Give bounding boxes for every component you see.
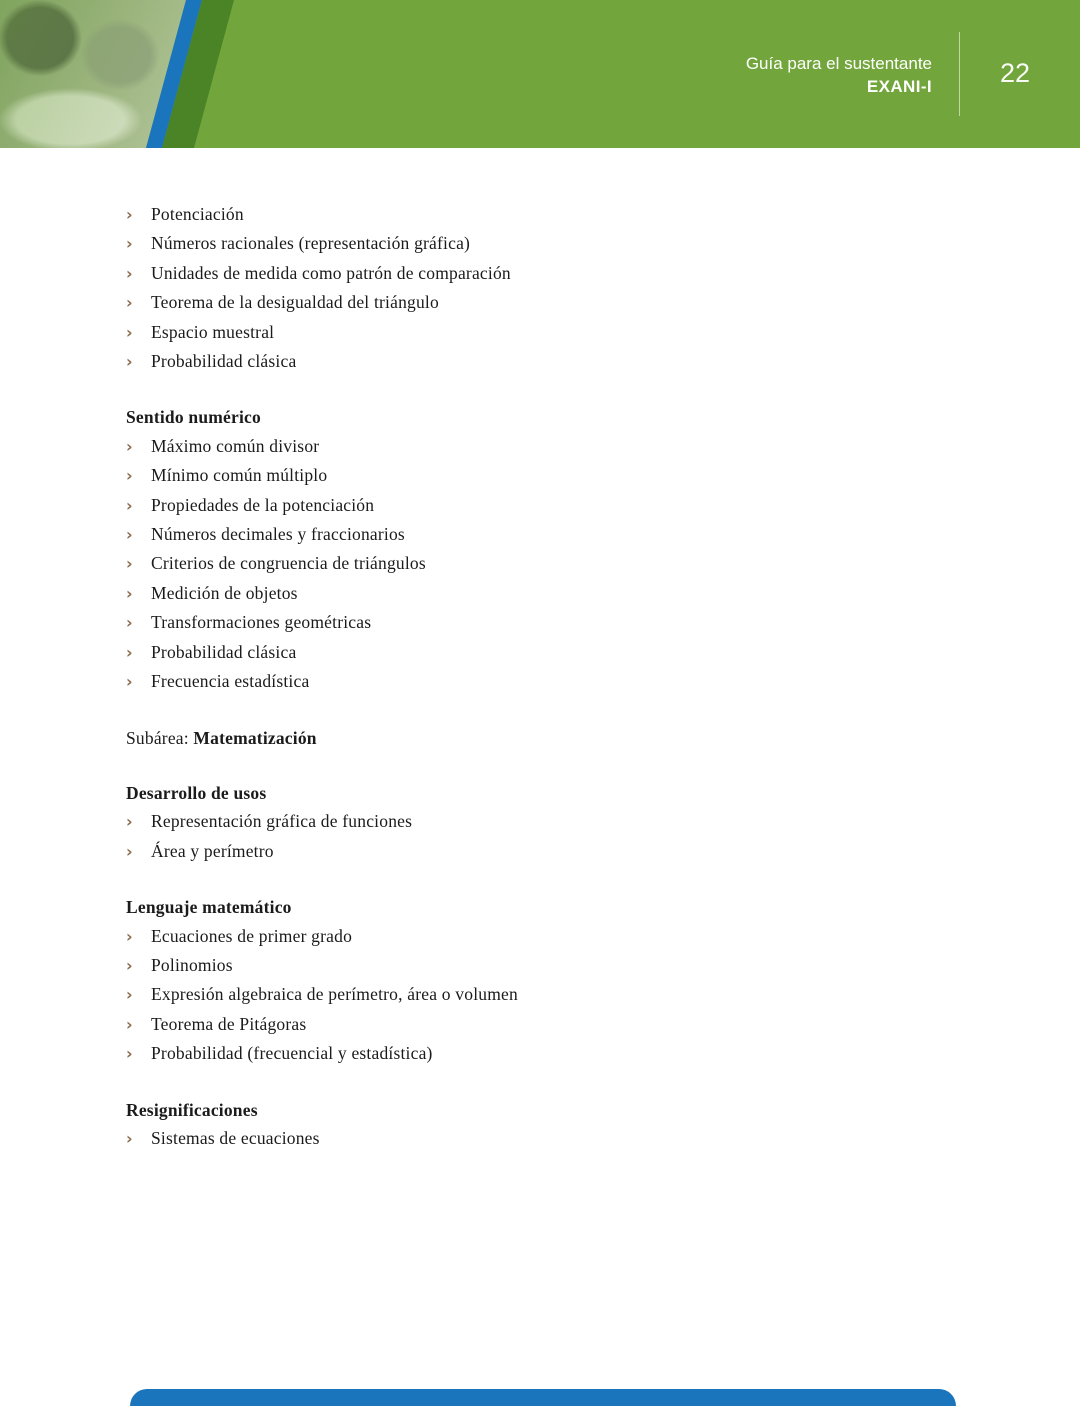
topic-group	[126, 1096, 1020, 1154]
bullet-icon: ›	[126, 926, 133, 946]
bullet-icon: ›	[126, 1044, 133, 1064]
list-item-text: Expresión algebraica de perímetro, área o volumen	[151, 984, 518, 1005]
topic-list	[126, 922, 1020, 1069]
subarea-value: Matematización	[193, 727, 317, 748]
topic-group	[126, 893, 1020, 1068]
list-item	[126, 229, 1020, 258]
bullet-icon: ›	[126, 466, 133, 486]
list-item-text: Probabilidad (frecuencial y estadística)	[151, 1043, 433, 1064]
bullet-icon: ›	[126, 205, 133, 224]
list-item-text: Teorema de Pitágoras	[151, 1013, 307, 1034]
list-item	[126, 318, 1020, 347]
section-heading: Desarrollo de usos	[126, 782, 267, 803]
list-item	[126, 980, 1020, 1009]
list-item	[126, 347, 1020, 376]
topic-list	[126, 432, 1020, 697]
list-item-text: Potenciación	[151, 204, 244, 224]
list-item	[126, 461, 1020, 490]
list-item	[126, 922, 1020, 951]
subarea-line	[126, 724, 1020, 752]
bullet-icon: ›	[126, 352, 133, 372]
bullet-icon: ›	[126, 1014, 133, 1034]
list-item	[126, 491, 1020, 520]
list-item	[126, 1010, 1020, 1039]
list-item-text: Polinomios	[151, 954, 233, 975]
topic-list	[126, 1124, 1020, 1153]
list-item-text: Teorema de la desigualdad del triángulo	[151, 292, 439, 313]
list-item-text: Medición de objetos	[151, 582, 298, 603]
list-item-text: Ecuaciones de primer grado	[151, 925, 353, 946]
footer-tab	[130, 1389, 956, 1406]
list-item-text: Criterios de congruencia de triángulos	[151, 553, 426, 574]
section-heading: Lenguaje matemático	[126, 897, 292, 918]
list-item-text: Representación gráfica de funciones	[151, 811, 413, 832]
header-titles	[746, 52, 932, 98]
bullet-icon: ›	[126, 263, 133, 283]
list-item-text: Mínimo común múltiplo	[151, 465, 328, 486]
list-item	[126, 667, 1020, 696]
list-item-text: Probabilidad clásica	[151, 351, 297, 372]
list-item-text: Frecuencia estadística	[151, 671, 310, 692]
topic-group	[126, 779, 1020, 866]
bullet-icon: ›	[126, 322, 133, 342]
list-item-text: Máximo común divisor	[151, 435, 320, 456]
list-item-text: Espacio muestral	[151, 321, 275, 342]
bullet-icon: ›	[126, 642, 133, 662]
bullet-icon: ›	[126, 812, 133, 832]
list-item	[126, 608, 1020, 637]
list-item	[126, 807, 1020, 836]
list-item-text: Propiedades de la potenciación	[151, 494, 375, 515]
bullet-icon: ›	[126, 841, 133, 861]
list-item	[126, 951, 1020, 980]
list-item-text: Sistemas de ecuaciones	[151, 1127, 320, 1148]
bullet-icon: ›	[126, 613, 133, 633]
list-item	[126, 432, 1020, 461]
list-item	[126, 1124, 1020, 1153]
list-item-text: Probabilidad clásica	[151, 641, 297, 662]
guide-subtitle: Guía para el sustentante	[745, 54, 932, 73]
list-item-text: Números decimales y fraccionarios	[151, 524, 405, 545]
list-item	[126, 259, 1020, 288]
section-heading: Resignificaciones	[126, 1099, 258, 1120]
bullet-icon: ›	[126, 525, 133, 545]
list-item	[126, 549, 1020, 578]
list-item	[126, 837, 1020, 866]
list-item-text: Números racionales (representación gráfica)	[151, 233, 471, 254]
section-heading: Sentido numérico	[126, 407, 261, 428]
list-item	[126, 288, 1020, 317]
list-item	[126, 520, 1020, 549]
bullet-icon: ›	[126, 955, 133, 975]
page-header	[0, 0, 1080, 148]
bullet-icon: ›	[126, 495, 133, 515]
list-item-text: Unidades de medida como patrón de comparación	[151, 262, 511, 283]
bullet-icon: ›	[126, 436, 133, 456]
list-item	[126, 579, 1020, 608]
header-divider	[959, 32, 960, 116]
bullet-icon: ›	[126, 1128, 133, 1148]
bullet-icon: ›	[126, 554, 133, 574]
list-item-text: Transformaciones geométricas	[151, 612, 372, 633]
list-item	[126, 200, 1020, 229]
bullet-icon: ›	[126, 583, 133, 603]
topic-group	[126, 403, 1020, 696]
content	[0, 148, 1080, 1153]
bullet-icon: ›	[126, 234, 133, 254]
page-number: 22	[1000, 58, 1031, 88]
topic-list	[126, 807, 1020, 866]
bullet-icon: ›	[126, 293, 133, 313]
exam-name: EXANI-I	[866, 77, 932, 96]
list-item-text: Área y perímetro	[151, 840, 274, 861]
topic-list	[126, 200, 1020, 376]
list-item	[126, 638, 1020, 667]
bullet-icon: ›	[126, 985, 133, 1005]
bullet-icon: ›	[126, 672, 133, 692]
list-item	[126, 1039, 1020, 1068]
subarea-label: Subárea:	[126, 727, 194, 748]
